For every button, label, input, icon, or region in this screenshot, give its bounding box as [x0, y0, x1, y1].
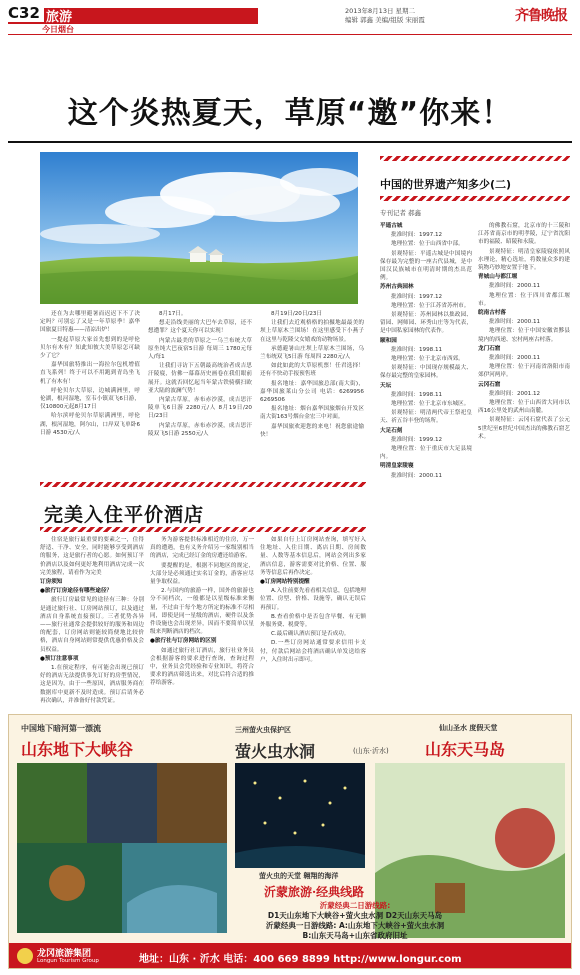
paragraph: 哈尔滨呼伦贝尔草原满洲里，呼伦湖，根河湿地，阿尔山，口岸双飞单卧6日游 4530元/人 [40, 413, 140, 436]
decorative-stripe [380, 156, 570, 161]
paragraph: 旅行订房最常见的途径有三种：分别是通过旅行社、订房网站预订，以及通过酒店自身系统直接预订。三者优势各异——旅行社通常会提供较好的服务和周边的配套，订房网站则能较简便地比较价格，酒店自身网站则常提供优惠价格及会员权益。 [40, 597, 144, 653]
paragraph: 批准时间：2000.11 [489, 283, 541, 290]
article1-col3 [260, 310, 364, 470]
issue-meta: 2013年8月13日 星期二 编辑 郭鑫 美编/组版 宋丽霞 [345, 7, 425, 24]
paragraph: 呼伦贝尔大草原，边城满洲里，呼伦湖，根河湿地，室韦小镇双飞6日游，仅10800元起8月17日 [40, 387, 140, 411]
paragraph: C.最后确认酒店预订是否成功。 [271, 631, 350, 638]
subheading: ●预订注意事项 [40, 655, 79, 662]
paragraph: 报名地址：嘉华国旅总部(南大街)，嘉华国旅莱山分公司 电话：6269956 6269506 [260, 380, 364, 404]
site-name: 明清皇家陵寝 [380, 463, 414, 470]
paragraph: 一提起草原大家首先想到的是呼伦贝尔有木有？知此知彼大美草原怎可缺少了它？ [40, 336, 140, 360]
group-name: 龙冈旅游集团 [37, 949, 92, 959]
ad-title-firefly-sub: (山东·沂水) [353, 747, 389, 755]
ad-title-island: 山东天马岛 [425, 740, 506, 759]
page-header [0, 0, 580, 36]
section-name: 旅游 [46, 10, 73, 25]
article2-col1 [40, 536, 144, 704]
paragraph: 住宿是旅行最重要的要素之一，住得舒适、干净、安全，同时能够享受到酒店的服务，这是旅行者的心愿。如何预订平价酒店以及如何更好地利用酒店完成一次完美旅程，请看作为完美 [40, 537, 144, 576]
ad-tagline-mid: 三州萤火虫保护区 [235, 726, 291, 734]
paragraph: 还在为去哪里避暑而迟迟下不了决定吗？可别忘了又是一年草原季！嘉华国旅夏日特惠——清凉出炉！ [40, 311, 140, 334]
ad-contact: 地址：山东 · 沂水 电话：400 669 8899 http://www.longur.com [139, 954, 462, 965]
ad-tagline-right: 仙山圣水 度假天堂 [439, 724, 498, 732]
article2-col3 [260, 536, 366, 704]
tourism-advertisement[interactable] [8, 714, 572, 969]
site-name: 苏州古典园林 [380, 284, 414, 291]
paragraph: 嘉华国旅特推出一海拉尔包机增值直飞系列！终于可以不用跑到青岛坐飞机了有木有！ [40, 362, 140, 385]
paragraph: 批准时间：1997.12 [391, 293, 443, 300]
heritage-byline: 专刊记者 郝鑫 [380, 209, 422, 217]
paragraph: 让我们去近观格格的拍摄地最最美的坝上草原木兰围场！在这里感受下小燕子在这里与乾隆父女嬉戏的动物场景。 [260, 320, 364, 343]
site-name: 大足石刻 [380, 427, 403, 434]
paragraph: 承德避暑山庄坝上草原木兰围场，乌兰布统双飞5日游 每周四 2280元/人 [260, 345, 364, 361]
main-headline: 这个炎热夏天，草原“邀”你来！ [67, 96, 513, 131]
paragraph: B.查看价格中是否包含早餐、有无额外服务费、税费等。 [260, 613, 366, 629]
firefly-image [235, 763, 365, 868]
paragraph: 地理位置：位于山西省中部。 [391, 241, 464, 248]
paragraph: 8月17日。 [159, 311, 187, 317]
group-logo-icon [17, 948, 33, 964]
ad-slogan-classic: 沂蒙旅游·经典线路 [264, 885, 365, 899]
canyon-image [17, 763, 227, 933]
paragraph: 批准时间：2000.11 [489, 355, 541, 362]
route-line: B:山东天马岛+山东省政府旧址 [302, 931, 408, 940]
routes-title: 沂蒙经典二日游线路: [319, 901, 391, 910]
ad-title-canyon: 山东地下大峡谷 [21, 740, 134, 759]
paragraph: 嘉华国旅欢迎您的来电！祝您旅途愉快！ [260, 423, 364, 438]
headline-rule [8, 141, 572, 143]
heritage-col-a [380, 222, 472, 706]
paragraph: 地理位置：位于山西省大同市以西16公里处的武州山南麓。 [478, 400, 570, 415]
heritage-col-b [478, 222, 570, 706]
paragraph: 景观特征：平遥古城是中国境内保存最为完整的一座古代县城，是中国汉民族城市在明清时期的杰出范例。 [380, 250, 472, 282]
paragraph: 批准时间：1997.12 [391, 232, 443, 239]
paragraph: 2.与国内的旅游一样，国外的旅游也分不同档次，一般都是以星级标准来衡量，不过由于每个地方所定的标准不尽相同，即使是同一星级的酒店，硬件以及条件设施也会出现差异，因而不要简单以星级来判断酒店的档次。 [150, 588, 254, 636]
group-name-en: Longun Tourism Group [37, 958, 99, 964]
site-name: 天坛 [380, 382, 392, 389]
section-subtitle: 今日烟台 [42, 25, 74, 34]
paragraph: 想走沿线美丽的大巴车去草原，还不想遭罪？这个夏天你可以实现！ [148, 320, 252, 335]
article1-col1 [40, 310, 140, 470]
paragraph: 报名地址：烟台嘉华国旅烟台开发区南大街163号烟台金宏三中对面。 [260, 406, 364, 421]
paragraph: 地理位置：位于江苏省苏州市。 [391, 302, 470, 309]
paragraph: 景观特征：中国现存规模最大、保存最完整的皇家园林。 [380, 365, 472, 380]
site-name: 颐和园 [380, 337, 397, 344]
site-name: 皖南古村落 [478, 310, 506, 317]
paragraph: 地理位置：位于四川省都江堰市。 [478, 292, 570, 307]
decorative-stripe [40, 527, 366, 532]
paragraph: 内蒙古最美的草原之一乌兰布统大草原坐纯大巴夜宿5日游 每周三 1780元每人/每1 [148, 337, 252, 361]
hotel-article-title: 完美入住平价酒店 [44, 504, 205, 526]
route-line: D1天山东地下大峡谷+萤火虫水洞 D2天山东天马岛 [267, 911, 443, 920]
route-line: 沂蒙经典一日游线路: A:山东地下大峡谷+萤火虫水洞 [265, 921, 445, 930]
paragraph: 要提醒的是，根据不同地区的规定，大部分是必须通过实名订金的，游客应尽量争取权益。 [150, 562, 254, 586]
paragraph: 地理位置：位于北京市东城区。 [391, 401, 470, 408]
decorative-stripe [40, 482, 366, 487]
ad-slogan: 萤火虫的天堂 翱翔的海洋 [259, 872, 339, 880]
paragraph: 批准时间：2000.11 [391, 472, 443, 479]
decorative-stripe [380, 196, 570, 201]
ad-routes [235, 901, 475, 941]
paragraph: 8月19日/20日/23日 [271, 311, 323, 317]
ad-title-firefly: 萤火虫水洞 [235, 742, 316, 761]
paragraph: 内蒙古草原，赤布赤沙漠，成吉思汗陵单飞6日游 2280元/人 8月19日/20日/23日 [148, 397, 252, 420]
article2-col2 [150, 536, 254, 704]
paragraph: 的佛教石窟，北京市的十三陵和江苏省南京市的明孝陵，辽宁省沈阳市的福陵、昭陵和永陵。 [478, 223, 570, 246]
paragraph: 让我们寻访下五朝最高统治者成吉思汗陵寝，仿佛一幕幕历史画卷在我们眼前展开。这就否回忆起当年蒙古铁骑横扫欧亚大陆的波澜气势！ [148, 363, 252, 394]
paragraph: 地理位置：位于重庆市大足县境内。 [380, 446, 472, 461]
paragraph: 地理位置：位于中国安徽省黟县境内的西递、宏村两座古村落。 [478, 328, 570, 343]
page-number: C32 [8, 4, 44, 22]
paragraph: 如通过旅行社订酒店，旅行社业务员会根据游客的要求进行查询，查询过程中，业务员会凭经验和专业知识，将符合要求的酒店筛选出来，对比后将合适的推荐给游客。 [150, 647, 254, 687]
newspaper-logo: 齐鲁晚报 [515, 8, 567, 24]
paragraph: 务为游客提供标准相近的住房，万一真的遭遇，也有义务介绍另一家级别相当的酒店，完成已经订金的房遭还给游客。 [150, 537, 254, 560]
paragraph: 如此如此的大草原机票！任君选择！还有不快动手报预售班 [260, 363, 364, 378]
subheading: ●旅行订房途径有哪些途径？ [40, 588, 113, 595]
site-name: 龙门石窟 [478, 345, 501, 352]
paragraph: 批准时间：1999.12 [391, 436, 443, 443]
subheading: ●旅行社与订房网站的区别 [150, 638, 217, 645]
grassland-photo [40, 152, 358, 304]
paragraph: 批准时间：2001.12 [489, 390, 541, 397]
paragraph: 批准时间：2000.11 [489, 319, 541, 326]
site-name: 云冈石窟 [478, 381, 501, 388]
paragraph: 如果自行上订房网站查询，填写好入住地址、入住日期、离店日期、房间数量、人数等基本信息后，网站会列出多家酒店信息，游客需要对比价格、位置、服务等信息后再作决定。 [260, 537, 366, 576]
subheading: ●订房网站特别提醒 [260, 579, 310, 586]
paragraph: 地理位置：位于北京市西郊。 [391, 356, 464, 363]
subheading: 订房须知 [40, 579, 63, 586]
paragraph: A.入住前要先看看相关信息，包括地理位置、房型、价格、设施等，确认无误后再预订。 [260, 588, 366, 611]
paragraph: 景观特征：明清皇家陵寝依照风水理论，精心选址，将数量众多的建筑物巧妙地安置于地下。 [478, 248, 570, 272]
paragraph: 景观特征：明清两代帝王祭祀皇天、祈五谷丰登的场所。 [380, 410, 472, 425]
paragraph: D.一些订房网站通常要求信用卡支付，付款后网站会将酒店确认单发送给客户，入住时出示即可。 [260, 640, 366, 663]
article1-col2 [148, 310, 252, 470]
paragraph: 批准时间：1998.11 [391, 391, 443, 398]
paragraph: 批准时间：1998.11 [391, 346, 443, 353]
site-name: 青城山与都江堰 [478, 274, 518, 281]
paragraph: 景观特征：云冈石窟代表了公元5世纪至6世纪中国杰出的佛教石窟艺术。 [478, 417, 570, 440]
heritage-title: 中国的世界遗产知多少(二) [380, 178, 512, 191]
paragraph: 地理位置：位于河南省洛阳市南郊伊河两岸。 [478, 364, 570, 379]
paragraph: 1.在预定程序，有可能会出现已预订好的酒店无法提供事先订好的房型情况，这是因为，由于一些原因，酒店服务商在数据库中更新不及时造成。预订后请务必再次确认，并准备好付款凭证。 [40, 665, 144, 704]
ad-tagline-left: 中国地下暗河第一漂流 [21, 724, 101, 733]
paragraph: 内蒙古草原，赤布赤沙漠，成吉思汗陵双飞5日游 2550元/人 [148, 422, 252, 437]
ad-footer-bar [9, 943, 572, 969]
header-rule [8, 34, 572, 35]
site-name: 平遥古城 [380, 223, 403, 229]
paragraph: 景观特征：苏州园林以拙政园、留园、网师园、环秀山庄等为代表，是中国私家园林的代表作。 [380, 312, 472, 335]
